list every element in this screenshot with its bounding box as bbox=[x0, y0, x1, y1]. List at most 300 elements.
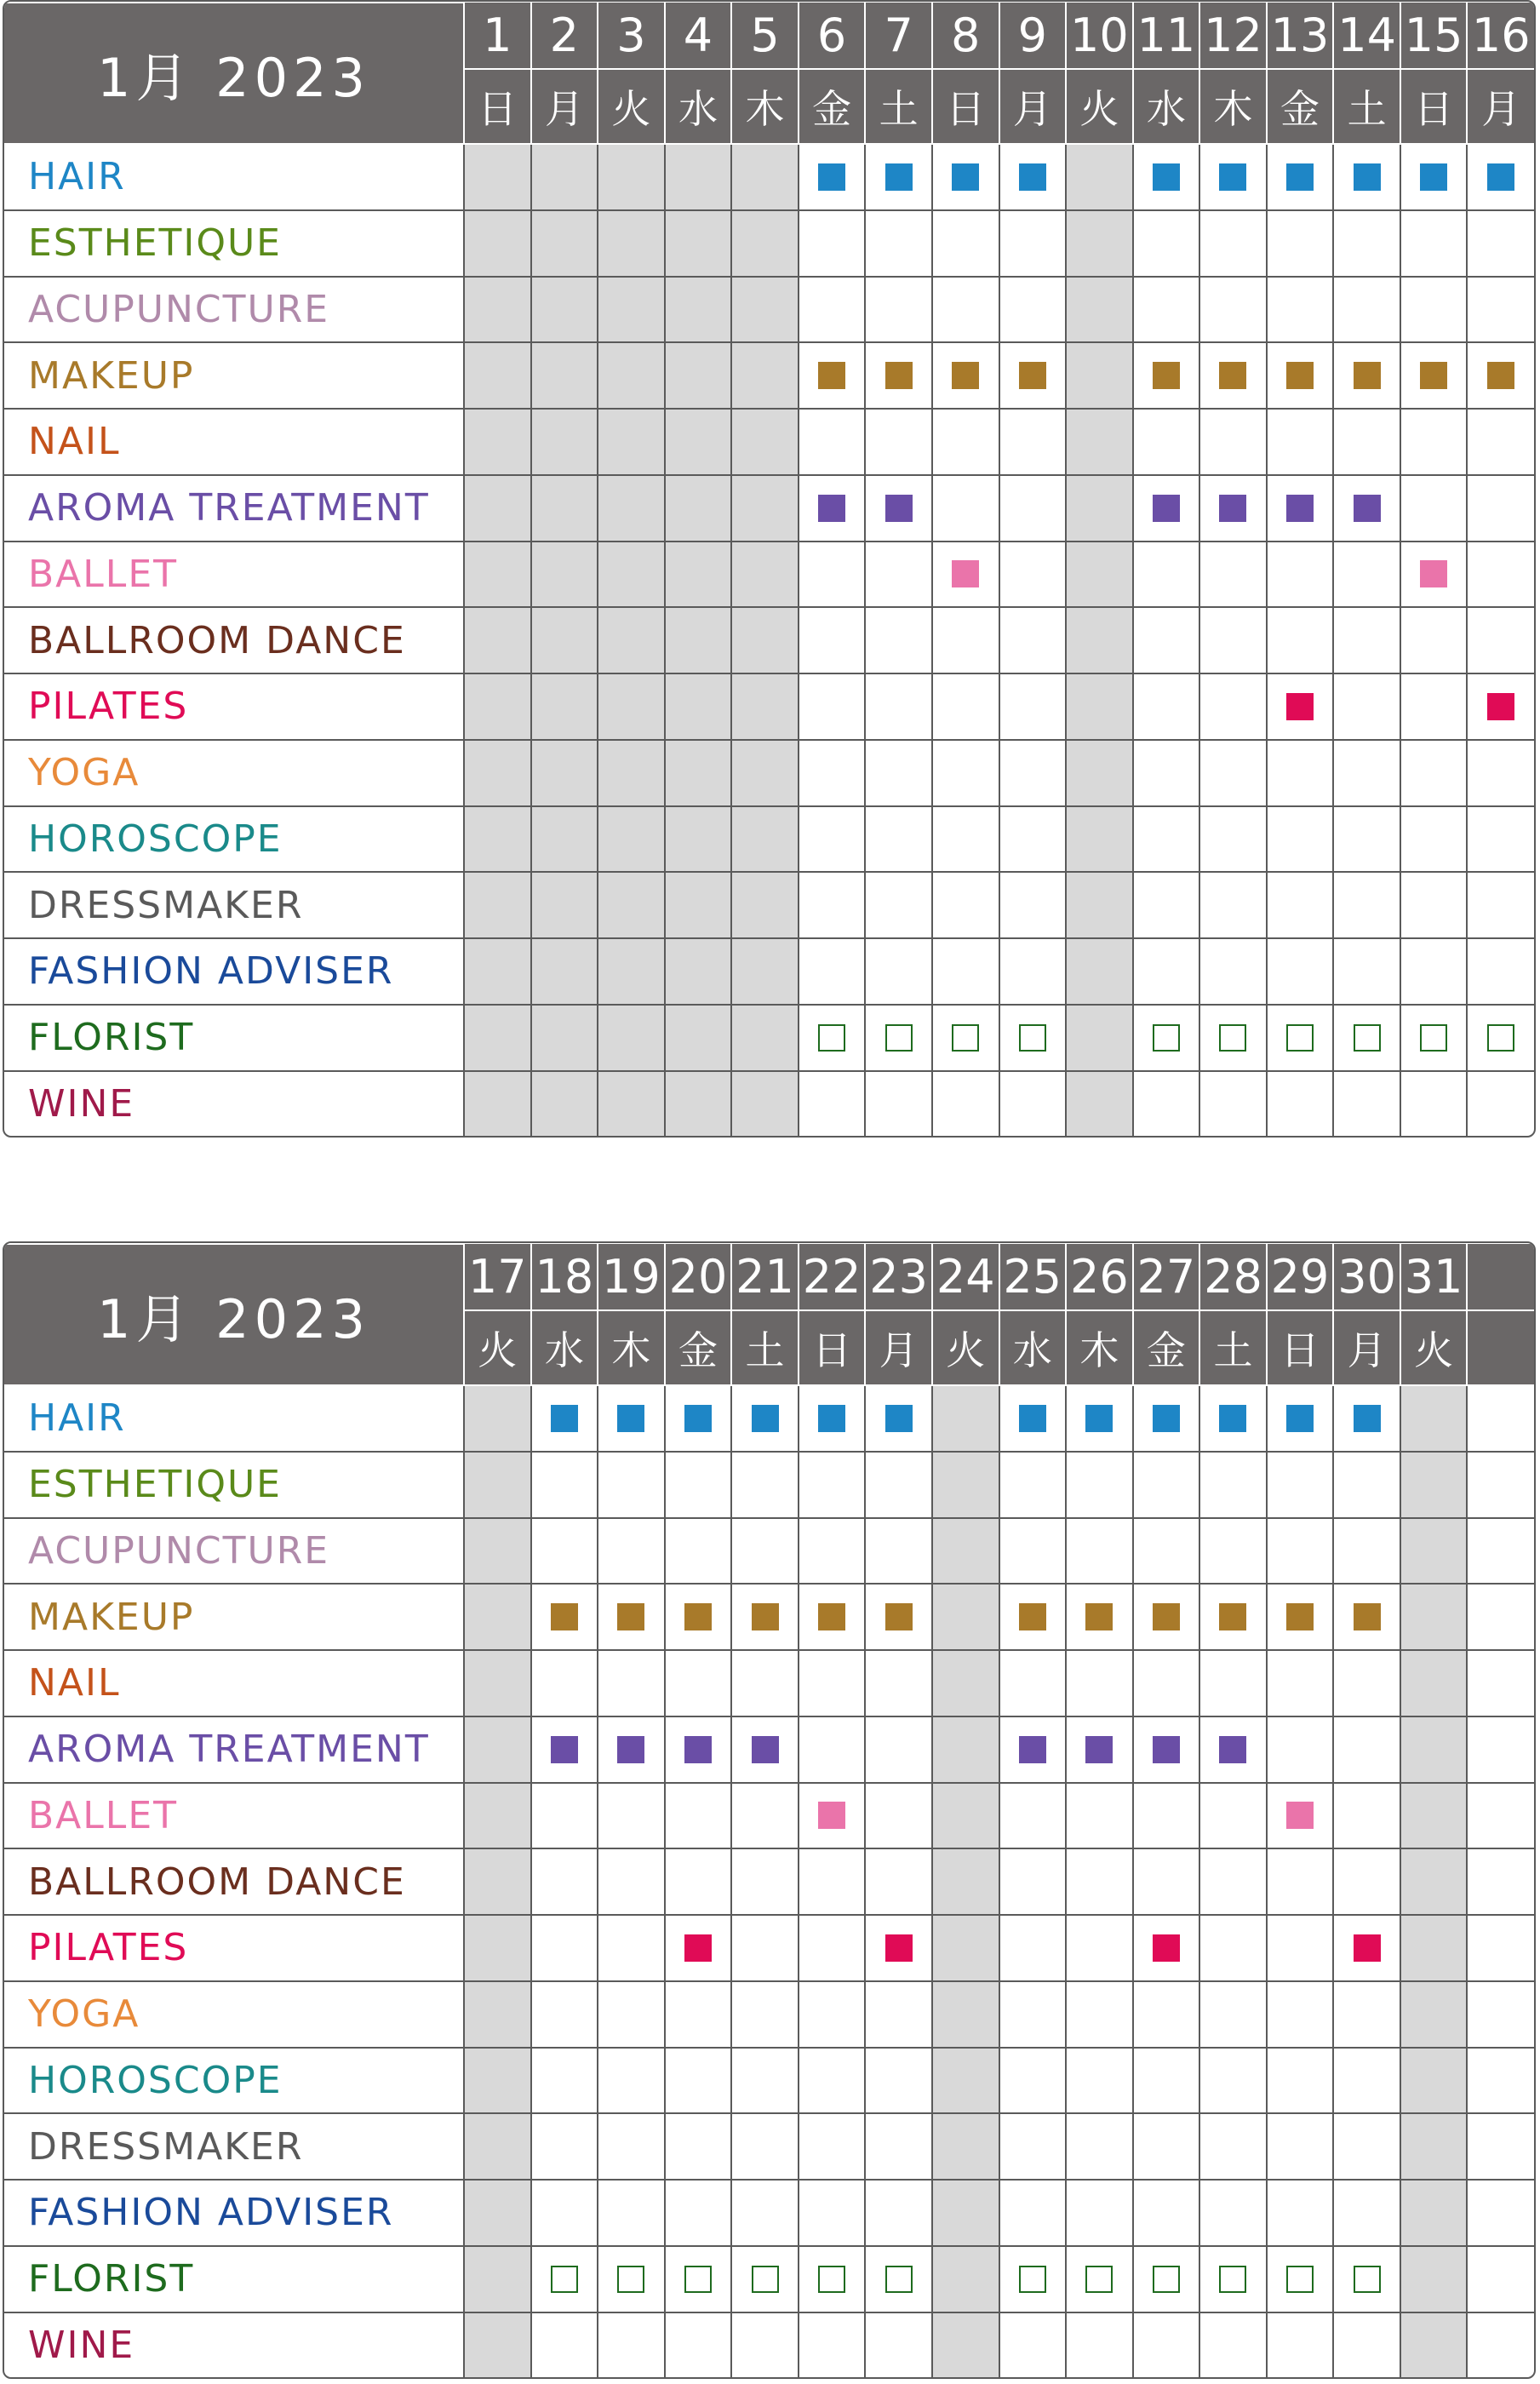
schedule-cell bbox=[598, 2312, 665, 2378]
schedule-cell bbox=[999, 1071, 1067, 1137]
schedule-cell bbox=[999, 542, 1067, 608]
schedule-cell bbox=[1199, 2048, 1267, 2114]
schedule-cell bbox=[799, 2246, 866, 2312]
schedule-cell bbox=[999, 938, 1067, 1005]
service-row bbox=[4, 1518, 1534, 1585]
schedule-cell bbox=[799, 806, 866, 873]
closed-day-cell bbox=[731, 673, 799, 740]
closed-day-cell bbox=[665, 872, 732, 938]
schedule-cell bbox=[1333, 144, 1400, 210]
schedule-cell bbox=[865, 938, 932, 1005]
schedule-cell bbox=[1333, 475, 1400, 542]
service-label: AROMA TREATMENT bbox=[4, 475, 464, 542]
schedule-cell bbox=[1467, 277, 1534, 343]
schedule-cell bbox=[1199, 475, 1267, 542]
schedule-cell bbox=[1400, 740, 1468, 806]
schedule-cell bbox=[932, 342, 999, 409]
day-number: 27 bbox=[1133, 1244, 1200, 1310]
schedule-cell bbox=[1400, 277, 1468, 343]
weekday-label: 木 bbox=[731, 69, 799, 144]
schedule-cell bbox=[799, 1915, 866, 1981]
closed-day-cell bbox=[1400, 1385, 1468, 1452]
service-row bbox=[4, 2048, 1534, 2114]
calendar-january-second-half bbox=[3, 1241, 1536, 2379]
schedule-cell bbox=[1199, 872, 1267, 938]
schedule-cell bbox=[1199, 806, 1267, 873]
service-row bbox=[4, 2180, 1534, 2246]
schedule-cell bbox=[731, 2312, 799, 2378]
schedule-cell bbox=[1400, 144, 1468, 210]
schedule-cell bbox=[1133, 1848, 1200, 1915]
service-row bbox=[4, 740, 1534, 806]
available-marker bbox=[752, 1405, 779, 1432]
closed-day-cell bbox=[531, 542, 598, 608]
closed-day-cell bbox=[464, 1716, 531, 1783]
schedule-cell bbox=[1066, 1981, 1133, 2048]
available-marker bbox=[952, 362, 979, 389]
schedule-cell bbox=[531, 1385, 598, 1452]
schedule-cell bbox=[932, 277, 999, 343]
closed-day-cell bbox=[1400, 2312, 1468, 2378]
schedule-cell bbox=[665, 1915, 732, 1981]
schedule-cell bbox=[598, 1650, 665, 1716]
schedule-cell bbox=[1267, 210, 1334, 277]
schedule-cell bbox=[1267, 740, 1334, 806]
schedule-cell bbox=[932, 1005, 999, 1071]
schedule-cell bbox=[865, 1650, 932, 1716]
available-marker bbox=[551, 1603, 578, 1630]
day-number: 11 bbox=[1133, 3, 1200, 69]
closed-day-cell bbox=[1066, 277, 1133, 343]
service-label: ACUPUNCTURE bbox=[4, 277, 464, 343]
closed-day-cell bbox=[1066, 1071, 1133, 1137]
schedule-cell bbox=[999, 673, 1067, 740]
schedule-cell bbox=[799, 210, 866, 277]
schedule-cell bbox=[999, 872, 1067, 938]
available-marker bbox=[752, 1603, 779, 1630]
available-marker bbox=[1219, 163, 1246, 191]
service-row bbox=[4, 806, 1534, 873]
closed-day-cell bbox=[598, 806, 665, 873]
schedule-cell bbox=[1199, 1716, 1267, 1783]
schedule-cell bbox=[999, 2246, 1067, 2312]
weekday-label: 金 bbox=[799, 69, 866, 144]
schedule-cell bbox=[799, 1650, 866, 1716]
schedule-cell bbox=[999, 1584, 1067, 1650]
schedule-cell bbox=[1199, 740, 1267, 806]
schedule-cell bbox=[799, 2312, 866, 2378]
schedule-cell bbox=[1199, 1518, 1267, 1585]
service-label: FLORIST bbox=[4, 1005, 464, 1071]
schedule-cell bbox=[799, 2048, 866, 2114]
closed-day-cell bbox=[464, 806, 531, 873]
schedule-cell bbox=[865, 673, 932, 740]
schedule-cell bbox=[731, 1518, 799, 1585]
day-number: 20 bbox=[665, 1244, 732, 1310]
closed-day-cell bbox=[464, 2312, 531, 2378]
closed-day-cell bbox=[665, 1005, 732, 1071]
outline-marker bbox=[1219, 2266, 1246, 2293]
schedule-cell bbox=[1066, 1584, 1133, 1650]
schedule-cell bbox=[799, 1981, 866, 2048]
day-number: 3 bbox=[598, 3, 665, 69]
schedule-cell bbox=[865, 2312, 932, 2378]
schedule-cell bbox=[1400, 409, 1468, 475]
schedule-cell bbox=[999, 210, 1067, 277]
available-marker bbox=[885, 495, 913, 522]
closed-day-cell bbox=[665, 144, 732, 210]
schedule-cell bbox=[1199, 542, 1267, 608]
closed-day-cell bbox=[1066, 872, 1133, 938]
available-marker bbox=[1153, 1934, 1180, 1962]
closed-day-cell bbox=[731, 607, 799, 673]
closed-day-cell bbox=[1400, 1981, 1468, 2048]
day-number: 1 bbox=[464, 3, 531, 69]
outline-marker bbox=[752, 2266, 779, 2293]
outline-marker bbox=[617, 2266, 644, 2293]
schedule-cell bbox=[999, 1848, 1067, 1915]
weekday-label: 水 bbox=[665, 69, 732, 144]
closed-day-cell bbox=[1400, 1650, 1468, 1716]
schedule-cell bbox=[865, 1005, 932, 1071]
schedule-cell bbox=[1133, 607, 1200, 673]
day-number: 14 bbox=[1333, 3, 1400, 69]
schedule-cell bbox=[1133, 1385, 1200, 1452]
schedule-cell bbox=[999, 2180, 1067, 2246]
available-marker bbox=[1219, 1603, 1246, 1630]
schedule-cell bbox=[999, 1518, 1067, 1585]
available-marker bbox=[684, 1736, 712, 1763]
day-number: 17 bbox=[464, 1244, 531, 1310]
available-marker bbox=[1019, 1405, 1046, 1432]
schedule-cell bbox=[731, 1385, 799, 1452]
day-number: 24 bbox=[932, 1244, 999, 1310]
closed-day-cell bbox=[464, 144, 531, 210]
available-marker bbox=[885, 1603, 913, 1630]
schedule-cell bbox=[1133, 475, 1200, 542]
day-number: 10 bbox=[1066, 3, 1133, 69]
schedule-cell bbox=[1400, 938, 1468, 1005]
schedule-cell bbox=[999, 1915, 1067, 1981]
available-marker bbox=[1085, 1405, 1113, 1432]
schedule-cell bbox=[665, 2113, 732, 2180]
available-marker bbox=[818, 163, 845, 191]
available-marker bbox=[1019, 163, 1046, 191]
day-number: 9 bbox=[999, 3, 1067, 69]
schedule-cell bbox=[1066, 1783, 1133, 1849]
schedule-cell bbox=[1467, 806, 1534, 873]
closed-day-cell bbox=[932, 1915, 999, 1981]
service-label: PILATES bbox=[4, 1915, 464, 1981]
schedule-cell bbox=[665, 1452, 732, 1518]
schedule-cell bbox=[865, 2113, 932, 2180]
schedule-cell bbox=[1199, 2246, 1267, 2312]
schedule-cell bbox=[1066, 2048, 1133, 2114]
calendar-title: 1月 2023 bbox=[4, 3, 464, 144]
schedule-cell bbox=[1199, 1071, 1267, 1137]
available-marker bbox=[1354, 1603, 1381, 1630]
available-marker bbox=[1219, 1736, 1246, 1763]
schedule-cell bbox=[665, 1584, 732, 1650]
available-marker bbox=[1085, 1736, 1113, 1763]
schedule-cell bbox=[1066, 1452, 1133, 1518]
service-row bbox=[4, 938, 1534, 1005]
available-marker bbox=[1354, 1405, 1381, 1432]
closed-day-cell bbox=[1400, 1518, 1468, 1585]
closed-day-cell bbox=[598, 409, 665, 475]
service-label: BALLROOM DANCE bbox=[4, 607, 464, 673]
closed-day-cell bbox=[598, 144, 665, 210]
schedule-cell bbox=[1467, 2048, 1534, 2114]
schedule-cell bbox=[1133, 144, 1200, 210]
schedule-cell bbox=[1333, 2180, 1400, 2246]
schedule-cell bbox=[799, 740, 866, 806]
closed-day-cell bbox=[598, 210, 665, 277]
schedule-cell bbox=[1333, 277, 1400, 343]
schedule-cell bbox=[1267, 409, 1334, 475]
schedule-cell bbox=[799, 1518, 866, 1585]
closed-day-cell bbox=[665, 277, 732, 343]
closed-day-cell bbox=[464, 2246, 531, 2312]
closed-day-cell bbox=[731, 1071, 799, 1137]
schedule-cell bbox=[799, 2180, 866, 2246]
schedule-cell bbox=[665, 1650, 732, 1716]
schedule-cell bbox=[1267, 1981, 1334, 2048]
service-row bbox=[4, 542, 1534, 608]
service-label: ESTHETIQUE bbox=[4, 210, 464, 277]
closed-day-cell bbox=[1066, 740, 1133, 806]
schedule-cell bbox=[1133, 872, 1200, 938]
schedule-cell bbox=[799, 607, 866, 673]
weekday-label: 月 bbox=[531, 69, 598, 144]
closed-day-cell bbox=[598, 673, 665, 740]
schedule-cell bbox=[1333, 1783, 1400, 1849]
available-marker bbox=[818, 362, 845, 389]
closed-day-cell bbox=[464, 607, 531, 673]
schedule-cell bbox=[665, 1783, 732, 1849]
schedule-cell bbox=[665, 2048, 732, 2114]
schedule-cell bbox=[1199, 1650, 1267, 1716]
schedule-cell bbox=[865, 409, 932, 475]
schedule-cell bbox=[665, 2246, 732, 2312]
closed-day-cell bbox=[464, 1584, 531, 1650]
available-marker bbox=[551, 1405, 578, 1432]
closed-day-cell bbox=[932, 1518, 999, 1585]
service-label: WINE bbox=[4, 2312, 464, 2378]
available-marker bbox=[1219, 362, 1246, 389]
outline-marker bbox=[551, 2266, 578, 2293]
schedule-cell bbox=[1066, 1716, 1133, 1783]
schedule-cell bbox=[1333, 607, 1400, 673]
weekday-label: 水 bbox=[531, 1310, 598, 1385]
closed-day-cell bbox=[932, 1650, 999, 1716]
schedule-cell bbox=[1133, 806, 1200, 873]
schedule-cell bbox=[531, 1915, 598, 1981]
schedule-cell bbox=[598, 2246, 665, 2312]
schedule-cell bbox=[1333, 2048, 1400, 2114]
available-marker bbox=[1019, 1736, 1046, 1763]
service-label: ESTHETIQUE bbox=[4, 1452, 464, 1518]
schedule-cell bbox=[1467, 1981, 1534, 2048]
service-label: BALLET bbox=[4, 1783, 464, 1849]
schedule-cell bbox=[1066, 2312, 1133, 2378]
outline-marker bbox=[1085, 2266, 1113, 2293]
closed-day-cell bbox=[531, 210, 598, 277]
closed-day-cell bbox=[932, 1385, 999, 1452]
service-row bbox=[4, 277, 1534, 343]
closed-day-cell bbox=[731, 806, 799, 873]
schedule-cell bbox=[865, 1981, 932, 2048]
closed-day-cell bbox=[731, 938, 799, 1005]
schedule-cell bbox=[1267, 872, 1334, 938]
day-number: 30 bbox=[1333, 1244, 1400, 1310]
schedule-cell bbox=[999, 2048, 1067, 2114]
schedule-cell bbox=[531, 1452, 598, 1518]
available-marker bbox=[1354, 1934, 1381, 1962]
weekday-label: 土 bbox=[731, 1310, 799, 1385]
closed-day-cell bbox=[1400, 2180, 1468, 2246]
schedule-cell bbox=[799, 1584, 866, 1650]
schedule-cell bbox=[999, 1716, 1067, 1783]
service-row bbox=[4, 1981, 1534, 2048]
schedule-cell bbox=[1267, 2246, 1334, 2312]
service-row bbox=[4, 1385, 1534, 1452]
closed-day-cell bbox=[464, 1385, 531, 1452]
service-row bbox=[4, 1005, 1534, 1071]
outline-marker bbox=[1153, 1024, 1180, 1052]
schedule-cell bbox=[531, 1848, 598, 1915]
weekday-label: 水 bbox=[999, 1310, 1067, 1385]
closed-day-cell bbox=[665, 542, 732, 608]
schedule-cell bbox=[999, 740, 1067, 806]
schedule-cell bbox=[1267, 1650, 1334, 1716]
schedule-cell bbox=[1066, 2180, 1133, 2246]
schedule-cell bbox=[799, 872, 866, 938]
schedule-cell bbox=[932, 872, 999, 938]
schedule-cell bbox=[865, 1783, 932, 1849]
schedule-cell bbox=[1333, 1915, 1400, 1981]
schedule-cell bbox=[999, 2312, 1067, 2378]
service-label: FASHION ADVISER bbox=[4, 938, 464, 1005]
schedule-cell bbox=[1133, 1783, 1200, 1849]
schedule-cell bbox=[1199, 1452, 1267, 1518]
outline-marker bbox=[1487, 1024, 1514, 1052]
schedule-cell bbox=[1333, 542, 1400, 608]
service-row bbox=[4, 1584, 1534, 1650]
schedule-cell bbox=[865, 1584, 932, 1650]
schedule-cell bbox=[865, 1385, 932, 1452]
closed-day-cell bbox=[464, 872, 531, 938]
schedule-cell bbox=[1133, 740, 1200, 806]
schedule-cell bbox=[1333, 1385, 1400, 1452]
schedule-cell bbox=[865, 144, 932, 210]
service-row bbox=[4, 1452, 1534, 1518]
schedule-cell bbox=[999, 806, 1067, 873]
available-marker bbox=[818, 1802, 845, 1829]
weekday-label: 火 bbox=[598, 69, 665, 144]
schedule-cell bbox=[799, 409, 866, 475]
day-number bbox=[1467, 1244, 1534, 1310]
closed-day-cell bbox=[531, 144, 598, 210]
schedule-cell bbox=[999, 277, 1067, 343]
weekday-label: 日 bbox=[932, 69, 999, 144]
schedule-cell bbox=[665, 1981, 732, 2048]
schedule-cell bbox=[865, 1915, 932, 1981]
closed-day-cell bbox=[665, 342, 732, 409]
service-label: FLORIST bbox=[4, 2246, 464, 2312]
schedule-cell bbox=[665, 1518, 732, 1585]
schedule-cell bbox=[999, 409, 1067, 475]
schedule-cell bbox=[1199, 144, 1267, 210]
closed-day-cell bbox=[1066, 806, 1133, 873]
schedule-cell bbox=[1133, 1518, 1200, 1585]
schedule-cell bbox=[1333, 2312, 1400, 2378]
service-row bbox=[4, 1915, 1534, 1981]
schedule-cell bbox=[1333, 740, 1400, 806]
outline-marker bbox=[1286, 2266, 1314, 2293]
weekday-label bbox=[1467, 1310, 1534, 1385]
calendar-title: 1月 2023 bbox=[4, 1244, 464, 1385]
weekday-label: 金 bbox=[1267, 69, 1334, 144]
schedule-cell bbox=[1199, 1915, 1267, 1981]
available-marker bbox=[1354, 163, 1381, 191]
closed-day-cell bbox=[1066, 475, 1133, 542]
day-number: 16 bbox=[1467, 3, 1534, 69]
schedule-cell bbox=[799, 542, 866, 608]
closed-day-cell bbox=[1066, 1005, 1133, 1071]
closed-day-cell bbox=[464, 1650, 531, 1716]
available-marker bbox=[1487, 693, 1514, 720]
schedule-cell bbox=[865, 277, 932, 343]
service-label: BALLET bbox=[4, 542, 464, 608]
closed-day-cell bbox=[464, 1071, 531, 1137]
outline-marker bbox=[1019, 2266, 1046, 2293]
closed-day-cell bbox=[598, 1071, 665, 1137]
schedule-cell bbox=[531, 1584, 598, 1650]
schedule-cell bbox=[731, 1783, 799, 1849]
schedule-cell bbox=[531, 1783, 598, 1849]
schedule-cell bbox=[1066, 1915, 1133, 1981]
schedule-cell bbox=[865, 1518, 932, 1585]
closed-day-cell bbox=[464, 342, 531, 409]
schedule-cell bbox=[932, 144, 999, 210]
schedule-cell bbox=[932, 1071, 999, 1137]
schedule-cell bbox=[531, 1716, 598, 1783]
schedule-cell bbox=[1199, 673, 1267, 740]
schedule-cell bbox=[1400, 673, 1468, 740]
service-label: YOGA bbox=[4, 740, 464, 806]
schedule-cell bbox=[1066, 1518, 1133, 1585]
schedule-cell bbox=[799, 144, 866, 210]
closed-day-cell bbox=[1066, 673, 1133, 740]
closed-day-cell bbox=[464, 277, 531, 343]
closed-day-cell bbox=[531, 673, 598, 740]
available-marker bbox=[617, 1603, 644, 1630]
service-label: HAIR bbox=[4, 1385, 464, 1452]
service-row bbox=[4, 2312, 1534, 2378]
closed-day-cell bbox=[665, 806, 732, 873]
closed-day-cell bbox=[932, 1584, 999, 1650]
schedule-cell bbox=[1467, 1783, 1534, 1849]
outline-marker bbox=[952, 1024, 979, 1052]
day-number: 21 bbox=[731, 1244, 799, 1310]
service-label: DRESSMAKER bbox=[4, 872, 464, 938]
schedule-cell bbox=[1467, 2180, 1534, 2246]
schedule-cell bbox=[1467, 1584, 1534, 1650]
schedule-cell bbox=[598, 1385, 665, 1452]
schedule-cell bbox=[1267, 2312, 1334, 2378]
closed-day-cell bbox=[464, 1005, 531, 1071]
